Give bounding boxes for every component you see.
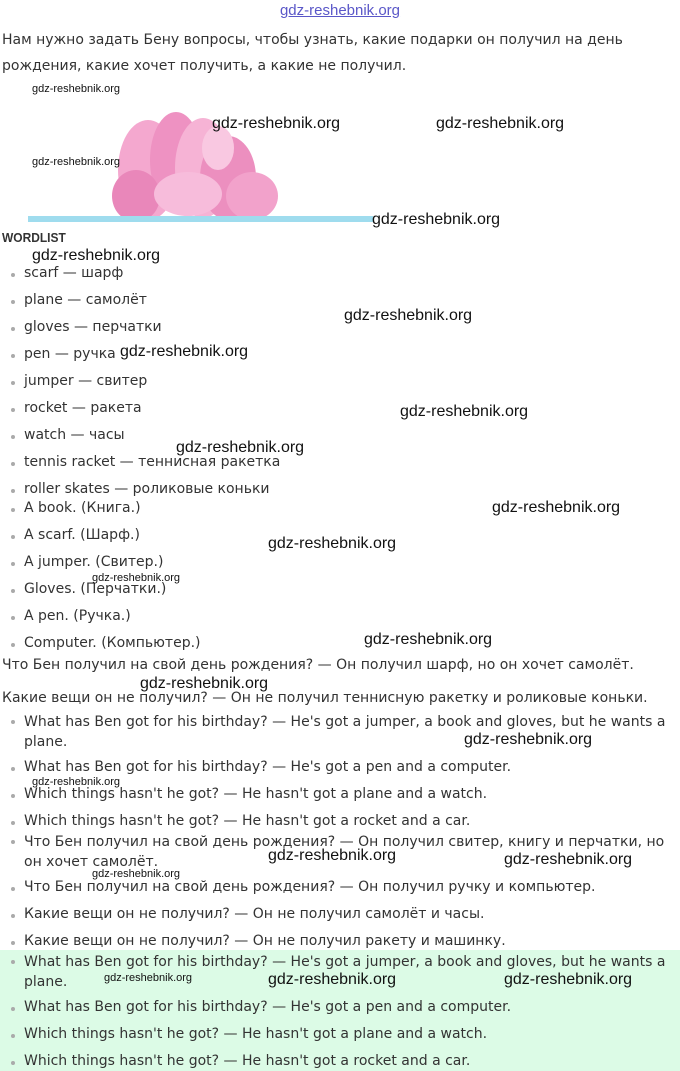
watermark: gdz-reshebnik.org [92,572,181,584]
watermark: gdz-reshebnik.org [400,403,529,420]
watermark: gdz-reshebnik.org [504,971,633,988]
wordlist-item: tennis racket — теннисная ракетка [24,454,281,470]
watermark: gdz-reshebnik.org [372,211,501,228]
watermark: gdz-reshebnik.org [268,535,397,552]
wordlist-item: watch — часы [24,427,125,443]
highlighted-item: What has Ben got for his birthday? — He's got a jumper, a book and gloves, but he wants a plane. [24,952,674,992]
watermark: gdz-reshebnik.org [344,307,473,324]
watermark: gdz-reshebnik.org [436,115,565,132]
watermark: gdz-reshebnik.org [504,851,633,868]
watermark: gdz-reshebnik.org [120,343,249,360]
ribbon-line [28,216,373,222]
qa-item: Какие вещи он не получил? — Он не получил самолёт и часы. [24,906,485,922]
answer-item: Gloves. (Перчатки.) [24,581,167,597]
watermark: gdz-reshebnik.org [32,156,121,168]
watermark: gdz-reshebnik.org [32,83,121,95]
watermark: gdz-reshebnik.org [104,972,193,984]
watermark: gdz-reshebnik.org [176,439,305,456]
watermark: gdz-reshebnik.org [464,731,593,748]
qa-item: Which things hasn't he got? — He hasn't got a plane and a watch. [24,786,488,802]
qa-item: What has Ben got for his birthday? — He's got a pen and a computer. [24,759,512,775]
wordlist-item: jumper — свитер [24,373,148,389]
qa-item: Which things hasn't he got? — He hasn't got a rocket and a car. [24,813,471,829]
answer-item: A book. (Книга.) [24,500,141,516]
highlighted-item: Which things hasn't he got? — He hasn't got a plane and a watch. [24,1026,488,1042]
watermark: gdz-reshebnik.org [32,247,161,264]
qa-item: Что Бен получил на свой день рождения? — Он получил ручку и компьютер. [24,879,596,895]
qa-item: Какие вещи он не получил? — Он не получил ракету и машинку. [24,933,506,949]
watermark: gdz-reshebnik.org [268,971,397,988]
answer-item: A scarf. (Шарф.) [24,527,140,543]
watermark: gdz-reshebnik.org [140,675,269,692]
qa-item: Что Бен получил на свой день рождения? — Он получил свитер, книгу и перчатки, но он хочет самолёт. [24,832,674,872]
statement-text: Что Бен получил на свой день рождения? — Он получил шарф, но он хочет самолёт. [2,657,634,673]
wordlist-item: plane — самолёт [24,292,147,308]
watermark: gdz-reshebnik.org [92,868,181,880]
watermark: gdz-reshebnik.org [212,115,341,132]
wordlist-item: rocket — ракета [24,400,142,416]
answer-item: Computer. (Компьютер.) [24,635,201,651]
wordlist-heading: WORDLIST [2,230,66,245]
wordlist-item: scarf — шарф [24,265,124,281]
watermark: gdz-reshebnik.org [268,847,397,864]
answer-item: A pen. (Ручка.) [24,608,131,624]
answer-item: A jumper. (Свитер.) [24,554,164,570]
intro-text: Нам нужно задать Бену вопросы, чтобы узнать, какие подарки он получил на день рождения, какие хочет получить, а какие не получил. [2,32,623,74]
wordlist-item: roller skates — роликовые коньки [24,481,270,497]
highlighted-item: What has Ben got for his birthday? — He's got a pen and a computer. [24,999,512,1015]
statement-text: Какие вещи он не получил? — Он не получил теннисную ракетку и роликовые коньки. [2,690,648,706]
wordlist-item: gloves — перчатки [24,319,162,335]
highlighted-item: Which things hasn't he got? — He hasn't got a rocket and a car. [24,1053,471,1069]
wordlist-item: pen — ручка [24,346,116,362]
watermark: gdz-reshebnik.org [364,631,493,648]
watermark: gdz-reshebnik.org [492,499,621,516]
site-title-link[interactable]: gdz-reshebnik.org [279,2,401,19]
watermark: gdz-reshebnik.org [32,776,121,788]
qa-item: What has Ben got for his birthday? — He's got a jumper, a book and gloves, but he wants a plane. [24,712,674,752]
